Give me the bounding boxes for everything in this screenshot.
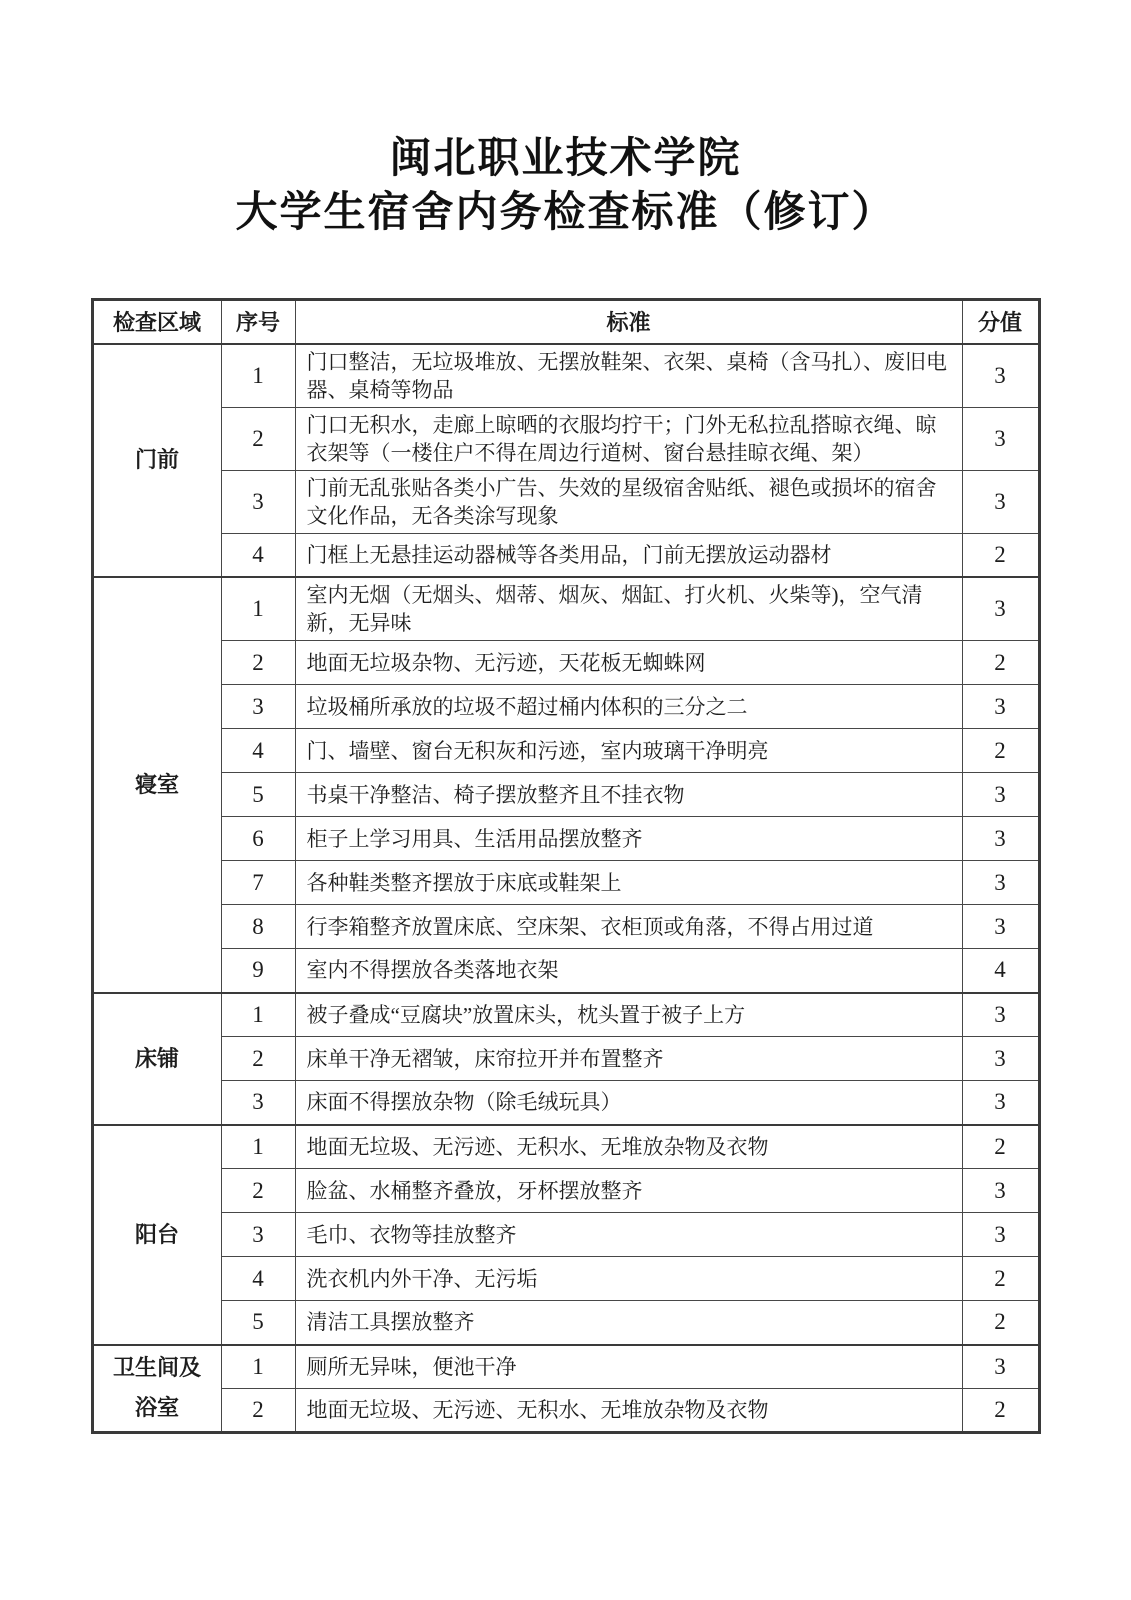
title-line-1: 闽北职业技术学院 <box>389 136 742 182</box>
score-cell: 4 <box>962 949 1039 993</box>
score-cell: 2 <box>962 1301 1039 1345</box>
row-number-cell: 1 <box>221 1345 295 1389</box>
standard-text-cell: 厕所无异味，便池干净 <box>295 1345 962 1389</box>
table-row <box>92 470 1039 533</box>
table-row <box>92 1345 1039 1389</box>
table-row <box>92 533 1039 577</box>
score-cell: 3 <box>962 1081 1039 1125</box>
standard-text-cell: 毛巾、衣物等挂放整齐 <box>295 1213 962 1257</box>
score-cell: 2 <box>962 533 1039 577</box>
document-title <box>0 0 1131 240</box>
standard-text-cell: 床面不得摆放杂物（除毛绒玩具） <box>295 1081 962 1125</box>
standard-text-cell: 行李箱整齐放置床底、空床架、衣柜顶或角落，不得占用过道 <box>295 905 962 949</box>
table-row <box>92 817 1039 861</box>
row-number-cell: 4 <box>221 729 295 773</box>
area-cell: 卫生间及浴室 <box>92 1345 221 1433</box>
standard-text-cell: 被子叠成“豆腐块”放置床头，枕头置于被子上方 <box>295 993 962 1037</box>
standard-text-cell: 床单干净无褶皱，床帘拉开并布置整齐 <box>295 1037 962 1081</box>
row-number-cell: 3 <box>221 470 295 533</box>
table-row <box>92 577 1039 641</box>
row-number-cell: 2 <box>221 407 295 470</box>
table-row <box>92 1081 1039 1125</box>
table-row <box>92 685 1039 729</box>
standard-text-cell: 地面无垃圾、无污迹、无积水、无堆放杂物及衣物 <box>295 1389 962 1433</box>
table-row <box>92 905 1039 949</box>
table-header-row <box>92 300 1039 344</box>
standard-text-cell: 书桌干净整洁、椅子摆放整齐且不挂衣物 <box>295 773 962 817</box>
score-cell: 3 <box>962 773 1039 817</box>
score-cell: 3 <box>962 344 1039 408</box>
score-cell: 3 <box>962 817 1039 861</box>
score-cell: 3 <box>962 1213 1039 1257</box>
standard-text-cell: 洗衣机内外干净、无污垢 <box>295 1257 962 1301</box>
table-row <box>92 641 1039 685</box>
row-number-cell: 9 <box>221 949 295 993</box>
standard-text-cell: 地面无垃圾、无污迹、无积水、无堆放杂物及衣物 <box>295 1125 962 1169</box>
row-number-cell: 6 <box>221 817 295 861</box>
standard-text-cell: 门框上无悬挂运动器械等各类用品，门前无摆放运动器材 <box>295 533 962 577</box>
row-number-cell: 2 <box>221 641 295 685</box>
row-number-cell: 4 <box>221 533 295 577</box>
table-row <box>92 861 1039 905</box>
title-line-2: 大学生宿舍内务检查标准（修订） <box>235 190 896 236</box>
row-number-cell: 5 <box>221 1301 295 1345</box>
table-header <box>92 300 1039 344</box>
score-cell: 2 <box>962 1389 1039 1433</box>
standard-text-cell: 脸盆、水桶整齐叠放，牙杯摆放整齐 <box>295 1169 962 1213</box>
score-cell: 3 <box>962 1345 1039 1389</box>
header-score: 分值 <box>962 300 1039 344</box>
score-cell: 3 <box>962 861 1039 905</box>
score-cell: 3 <box>962 1037 1039 1081</box>
score-cell: 2 <box>962 729 1039 773</box>
header-no: 序号 <box>221 300 295 344</box>
row-number-cell: 3 <box>221 1213 295 1257</box>
table-row <box>92 949 1039 993</box>
score-cell: 3 <box>962 905 1039 949</box>
area-cell: 床铺 <box>92 993 221 1125</box>
table-row <box>92 773 1039 817</box>
header-area: 检查区域 <box>92 300 221 344</box>
score-cell: 3 <box>962 577 1039 641</box>
row-number-cell: 4 <box>221 1257 295 1301</box>
row-number-cell: 3 <box>221 685 295 729</box>
table-row <box>92 1213 1039 1257</box>
standard-text-cell: 室内无烟（无烟头、烟蒂、烟灰、烟缸、打火机、火柴等)，空气清新，无异味 <box>295 577 962 641</box>
score-cell: 3 <box>962 407 1039 470</box>
table-row <box>92 993 1039 1037</box>
row-number-cell: 1 <box>221 344 295 408</box>
row-number-cell: 2 <box>221 1169 295 1213</box>
row-number-cell: 5 <box>221 773 295 817</box>
row-number-cell: 1 <box>221 1125 295 1169</box>
table-row <box>92 1037 1039 1081</box>
standard-text-cell: 地面无垃圾杂物、无污迹，天花板无蜘蛛网 <box>295 641 962 685</box>
table-row <box>92 729 1039 773</box>
area-cell: 寝室 <box>92 577 221 993</box>
header-standard: 标准 <box>295 300 962 344</box>
standard-text-cell: 门口整洁，无垃圾堆放、无摆放鞋架、衣架、桌椅（含马扎）、废旧电器、桌椅等物品 <box>295 344 962 408</box>
score-cell: 2 <box>962 641 1039 685</box>
table-row <box>92 1257 1039 1301</box>
standard-text-cell: 门前无乱张贴各类小广告、失效的星级宿舍贴纸、褪色或损坏的宿舍文化作品，无各类涂写现象 <box>295 470 962 533</box>
row-number-cell: 3 <box>221 1081 295 1125</box>
row-number-cell: 1 <box>221 577 295 641</box>
table-row <box>92 1389 1039 1433</box>
score-cell: 3 <box>962 993 1039 1037</box>
row-number-cell: 2 <box>221 1389 295 1433</box>
standard-text-cell: 各种鞋类整齐摆放于床底或鞋架上 <box>295 861 962 905</box>
score-cell: 3 <box>962 470 1039 533</box>
area-cell: 阳台 <box>92 1125 221 1345</box>
score-cell: 3 <box>962 1169 1039 1213</box>
table-row <box>92 1169 1039 1213</box>
area-cell: 门前 <box>92 344 221 578</box>
table-row <box>92 1301 1039 1345</box>
standard-text-cell: 室内不得摆放各类落地衣架 <box>295 949 962 993</box>
score-cell: 3 <box>962 685 1039 729</box>
score-cell: 2 <box>962 1257 1039 1301</box>
table-row <box>92 1125 1039 1169</box>
score-cell: 2 <box>962 1125 1039 1169</box>
standards-table-body <box>92 344 1039 1433</box>
inspection-standards-table <box>91 298 1041 1434</box>
row-number-cell: 1 <box>221 993 295 1037</box>
row-number-cell: 7 <box>221 861 295 905</box>
standard-text-cell: 门、墙壁、窗台无积灰和污迹，室内玻璃干净明亮 <box>295 729 962 773</box>
standard-text-cell: 垃圾桶所承放的垃圾不超过桶内体积的三分之二 <box>295 685 962 729</box>
row-number-cell: 2 <box>221 1037 295 1081</box>
table-row <box>92 407 1039 470</box>
standard-text-cell: 门口无积水，走廊上晾晒的衣服均拧干；门外无私拉乱搭晾衣绳、晾衣架等（一楼住户不得在周边行道树、窗台悬挂晾衣绳、架） <box>295 407 962 470</box>
standard-text-cell: 柜子上学习用具、生活用品摆放整齐 <box>295 817 962 861</box>
row-number-cell: 8 <box>221 905 295 949</box>
standard-text-cell: 清洁工具摆放整齐 <box>295 1301 962 1345</box>
table-row <box>92 344 1039 408</box>
